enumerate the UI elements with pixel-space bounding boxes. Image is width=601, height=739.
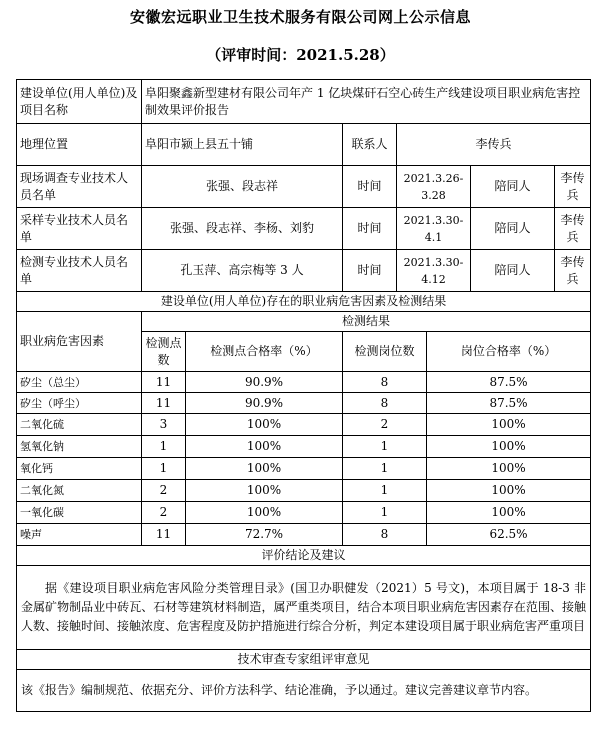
sampling-time-label: 时间: [343, 208, 397, 250]
location-label: 地理位置: [17, 124, 142, 166]
post-rate-cell: 62.5%: [427, 524, 591, 546]
table-row: [17, 524, 591, 546]
testing-row: [17, 250, 591, 292]
col-point-rate: 检测点合格率（%）: [186, 332, 343, 372]
location-value: 阜阳市颍上县五十铺: [142, 124, 343, 166]
post-rate-cell: 100%: [427, 436, 591, 458]
factor-cell: 氧化钙: [17, 458, 142, 480]
post-rate-cell: 100%: [427, 414, 591, 436]
review-title-row: [17, 650, 591, 670]
unit-row: [17, 80, 591, 124]
review-text: 该《报告》编制规范、依据充分、评价方法科学、结论准确，予以通过。建议完善建议章节内容。: [17, 670, 591, 712]
point-rate-cell: 100%: [186, 436, 343, 458]
factor-cell: 二氧化氮: [17, 480, 142, 502]
factor-cell: 矽尘（总尘）: [17, 372, 142, 393]
unit-label: 建设单位(用人单位)及项目名称: [17, 80, 142, 124]
survey-time-label: 时间: [343, 166, 397, 208]
testing-companion-label: 陪同人: [471, 250, 555, 292]
table-row: [17, 393, 591, 414]
survey-value: 张强、段志祥: [142, 166, 343, 208]
conclusion-title-row: [17, 546, 591, 566]
sampling-companion-value: 李传兵: [555, 208, 591, 250]
points-cell: 2: [142, 480, 186, 502]
point-rate-cell: 100%: [186, 414, 343, 436]
sampling-time-value: 2021.3.30-4.1: [397, 208, 471, 250]
post-rate-cell: 87.5%: [427, 372, 591, 393]
factor-cell: 矽尘（呼尘）: [17, 393, 142, 414]
sampling-value: 张强、段志祥、李杨、刘豹: [142, 208, 343, 250]
table-row: [17, 414, 591, 436]
survey-companion-value: 李传兵: [555, 166, 591, 208]
survey-row: [17, 166, 591, 208]
table-row: [17, 372, 591, 393]
col-posts: 检测岗位数: [343, 332, 427, 372]
location-row: [17, 124, 591, 166]
factor-cell: 一氧化碳: [17, 502, 142, 524]
points-cell: 11: [142, 393, 186, 414]
testing-time-value: 2021.3.30-4.12: [397, 250, 471, 292]
posts-cell: 1: [343, 502, 427, 524]
table-row: [17, 480, 591, 502]
testing-value: 孔玉萍、高宗梅等 3 人: [142, 250, 343, 292]
points-cell: 1: [142, 436, 186, 458]
point-rate-cell: 72.7%: [186, 524, 343, 546]
review-text-row: [17, 670, 591, 712]
contact-label: 联系人: [343, 124, 397, 166]
result-header: 检测结果: [142, 312, 591, 332]
posts-cell: 8: [343, 393, 427, 414]
survey-time-value: 2021.3.26-3.28: [397, 166, 471, 208]
hazard-section-row: [17, 292, 591, 312]
col-points: 检测点数: [142, 332, 186, 372]
conclusion-text-row: [17, 566, 591, 650]
posts-cell: 1: [343, 480, 427, 502]
col-post-rate: 岗位合格率（%）: [427, 332, 591, 372]
conclusion-text: 据《建设项目职业病危害风险分类管理目录》(国卫办职健发（2021）5 号文)，本项目属于 18-3 非金属矿物制品业中砖瓦、石材等建筑材料制造，属严重类项目，结合本项目职业病危害因素存在范围、接触人数、接触时间、接触浓度、危害程度及防护措施进行综合分析，判定本建设项目属于职业病危害严重项目: [17, 566, 591, 650]
testing-label: 检测专业技术人员名单: [17, 250, 142, 292]
contact-value: 李传兵: [397, 124, 591, 166]
factor-cell: 氢氧化钠: [17, 436, 142, 458]
points-cell: 11: [142, 524, 186, 546]
points-cell: 11: [142, 372, 186, 393]
point-rate-cell: 90.9%: [186, 393, 343, 414]
table-row: [17, 458, 591, 480]
table-row: [17, 436, 591, 458]
posts-cell: 1: [343, 436, 427, 458]
factor-cell: 二氧化硫: [17, 414, 142, 436]
sampling-companion-label: 陪同人: [471, 208, 555, 250]
posts-cell: 1: [343, 458, 427, 480]
hazard-section-title: 建设单位(用人单位)存在的职业病危害因素及检测结果: [17, 292, 591, 312]
hazard-header-row: [17, 312, 591, 332]
testing-companion-value: 李传兵: [555, 250, 591, 292]
post-rate-cell: 100%: [427, 458, 591, 480]
review-time: （评审时间：2021.5.28）: [206, 46, 395, 64]
testing-time-label: 时间: [343, 250, 397, 292]
points-cell: 1: [142, 458, 186, 480]
point-rate-cell: 100%: [186, 502, 343, 524]
factor-cell: 噪声: [17, 524, 142, 546]
posts-cell: 8: [343, 524, 427, 546]
posts-cell: 8: [343, 372, 427, 393]
publicity-table: [16, 79, 591, 712]
post-rate-cell: 100%: [427, 502, 591, 524]
post-rate-cell: 100%: [427, 480, 591, 502]
conclusion-title: 评价结论及建议: [17, 546, 591, 566]
point-rate-cell: 100%: [186, 458, 343, 480]
page-title: 安徽宏远职业卫生技术服务有限公司网上公示信息: [129, 8, 471, 26]
factor-header: 职业病危害因素: [17, 312, 142, 372]
points-cell: 3: [142, 414, 186, 436]
review-title: 技术审查专家组评审意见: [17, 650, 591, 670]
points-cell: 2: [142, 502, 186, 524]
point-rate-cell: 100%: [186, 480, 343, 502]
unit-value: 阜阳聚鑫新型建材有限公司年产 1 亿块煤矸石空心砖生产线建设项目职业病危害控制效果评价报告: [142, 80, 591, 124]
sampling-label: 采样专业技术人员名单: [17, 208, 142, 250]
survey-label: 现场调查专业技术人员名单: [17, 166, 142, 208]
post-rate-cell: 87.5%: [427, 393, 591, 414]
survey-companion-label: 陪同人: [471, 166, 555, 208]
sampling-row: [17, 208, 591, 250]
point-rate-cell: 90.9%: [186, 372, 343, 393]
posts-cell: 2: [343, 414, 427, 436]
table-row: [17, 502, 591, 524]
